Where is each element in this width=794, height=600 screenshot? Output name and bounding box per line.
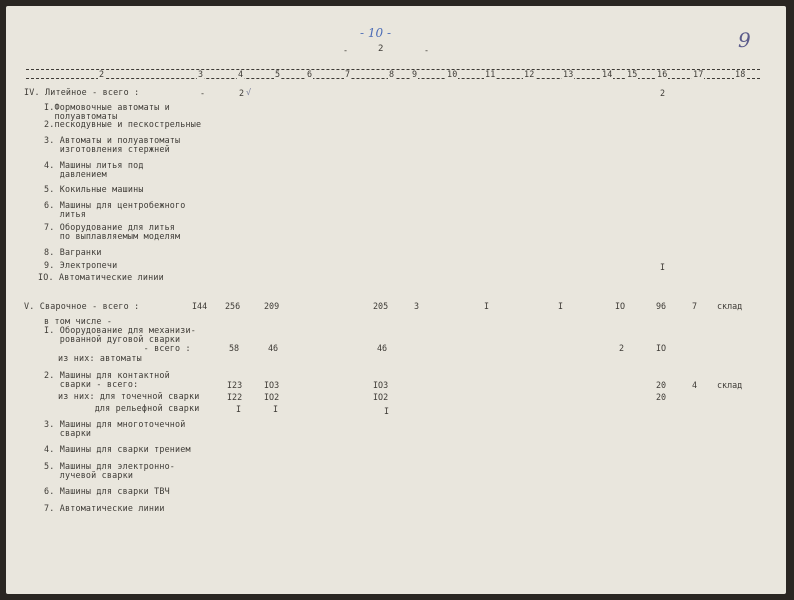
iv-item-9-col16: I <box>660 262 666 272</box>
v-c17: 7 <box>692 301 698 311</box>
iv-item-5: 5. Кокильные машины <box>44 184 144 194</box>
column-header-6: 6 <box>307 69 313 79</box>
iv-item-8: 8. Вагранки <box>44 247 102 257</box>
v-c11: I <box>484 301 490 311</box>
v-item2-c17: 4 <box>692 380 698 390</box>
v-item1-c15: 2 <box>619 343 625 353</box>
iv-item-9: 9. Электропечи <box>44 260 118 270</box>
v-c9: 3 <box>414 301 420 311</box>
v-item-1: I. Оборудование для механизи- рованной дуговой сварки - всего : <box>44 325 197 353</box>
section-iv-title <box>24 88 139 97</box>
column-header-9: 9 <box>412 69 418 79</box>
column-header-2: 2 <box>99 69 105 79</box>
v-item2-sub2: для рельефной сварки <box>58 403 200 413</box>
typed-page-number: 2 <box>378 44 384 54</box>
column-header-13: 13 <box>563 69 574 79</box>
typed-dash-right: - <box>424 45 430 55</box>
typed-dash-left: - <box>343 45 349 55</box>
v-item2-sub2-c8: I <box>384 406 390 416</box>
column-header-16: 16 <box>657 69 668 79</box>
v-item2-sub1-c16: 20 <box>656 392 667 402</box>
handwritten-page-number: - 10 - <box>360 26 392 40</box>
document-sheet <box>6 6 786 594</box>
section-iv-col3: - <box>200 88 206 98</box>
section-v-title: V. Сварочное - всего : <box>24 301 140 311</box>
v-item-2: 2. Машины для контактной сварки - всего: <box>44 370 170 389</box>
column-header-11: 11 <box>485 69 496 79</box>
v-item1-c5: 46 <box>268 343 279 353</box>
section-iv-title-text: IV. Литейное - всего : <box>24 87 140 97</box>
iv-item-1: I.Формовочные автоматы и полуавтоматы <box>44 102 170 121</box>
v-item-7: 7. Автоматические линии <box>44 503 165 513</box>
v-item2-c5: IO3 <box>264 380 280 390</box>
v-item2-c8: IO3 <box>373 380 389 390</box>
v-including: в том числе - <box>44 316 113 326</box>
v-c13: I <box>558 301 564 311</box>
iv-item-6: 6. Машины для центробежного литья <box>44 200 186 219</box>
corner-number: 9 <box>738 28 751 52</box>
v-item1-c16: IO <box>656 343 667 353</box>
iv-item-7: 7. Оборудование для литья по выплавляемым моделям <box>44 222 181 241</box>
v-item2-sub1-c8: IO2 <box>373 392 389 402</box>
v-c16: 96 <box>656 301 667 311</box>
column-header-8: 8 <box>389 69 395 79</box>
column-header-15: 15 <box>627 69 638 79</box>
iv-item-10: IO. Автоматические линии <box>38 272 164 282</box>
v-item2-c18: склад <box>717 380 743 390</box>
column-header-7: 7 <box>345 69 351 79</box>
v-item-3: 3. Машины для многоточечной сварки <box>44 419 186 438</box>
v-item-5: 5. Машины для электронно- лучевой сварки <box>44 461 176 480</box>
v-c4: 256 <box>225 301 241 311</box>
column-header-18: 18 <box>735 69 746 79</box>
v-item2-sub2-c5: I <box>273 404 279 414</box>
v-item2-sub1-c5: IO2 <box>264 392 280 402</box>
v-item1-c4: 58 <box>229 343 240 353</box>
v-c8: 205 <box>373 301 389 311</box>
v-item2-sub1: из них: для точечной сварки <box>58 391 200 401</box>
v-item2-c4: I23 <box>227 380 243 390</box>
column-header-17: 17 <box>693 69 704 79</box>
column-header-5: 5 <box>275 69 281 79</box>
v-item2-sub1-c4: I22 <box>227 392 243 402</box>
v-item2-c16: 20 <box>656 380 667 390</box>
column-header-10: 10 <box>447 69 458 79</box>
column-header-14: 14 <box>602 69 613 79</box>
v-c15: IO <box>615 301 626 311</box>
check-mark: √ <box>246 87 252 97</box>
v-item-4: 4. Машины для сварки трением <box>44 444 191 454</box>
v-item2-sub2-c4: I <box>236 404 242 414</box>
iv-item-4: 4. Машины литья под давлением <box>44 160 144 179</box>
column-header-12: 12 <box>524 69 535 79</box>
iv-item-2: 2.пескодувные и пескострельные <box>44 119 202 129</box>
v-item1-sub: из них: автоматы <box>58 353 142 363</box>
iv-item-3: 3. Автоматы и полуавтоматы изготовления стержней <box>44 135 181 154</box>
section-iv-col16: 2 <box>660 88 666 98</box>
v-c3: I44 <box>192 301 208 311</box>
v-c5: 209 <box>264 301 280 311</box>
v-item1-c8: 46 <box>377 343 388 353</box>
column-header-4: 4 <box>238 69 244 79</box>
v-c18: склад <box>717 301 743 311</box>
v-item-6: 6. Машины для сварки ТВЧ <box>44 486 170 496</box>
column-header-3: 3 <box>198 69 204 79</box>
section-iv-col4: 2 <box>239 88 245 98</box>
